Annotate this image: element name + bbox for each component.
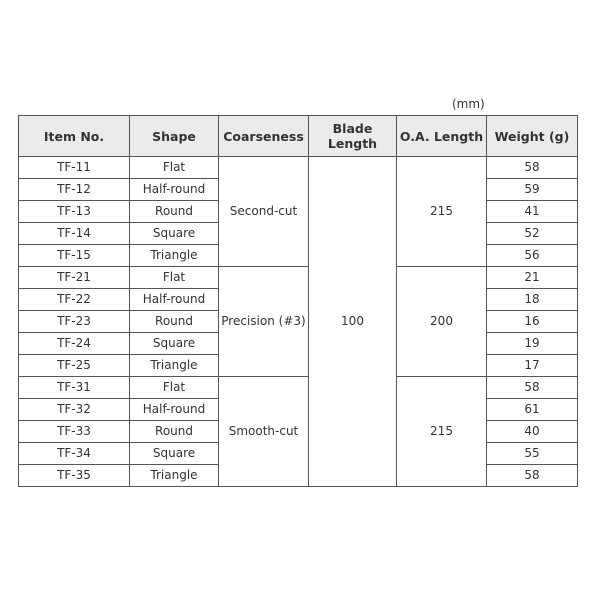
header-item-no: Item No. xyxy=(19,116,130,157)
shape-cell: Square xyxy=(130,223,219,245)
weight-cell: 58 xyxy=(487,465,578,487)
coarseness-cell: Precision (#3) xyxy=(219,267,309,377)
weight-cell: 58 xyxy=(487,157,578,179)
header-weight: Weight (g) xyxy=(487,116,578,157)
weight-cell: 40 xyxy=(487,421,578,443)
item-no-cell: TF-32 xyxy=(19,399,130,421)
weight-cell: 16 xyxy=(487,311,578,333)
item-no-cell: TF-13 xyxy=(19,201,130,223)
shape-cell: Square xyxy=(130,443,219,465)
item-no-cell: TF-33 xyxy=(19,421,130,443)
shape-cell: Flat xyxy=(130,377,219,399)
shape-cell: Round xyxy=(130,311,219,333)
shape-cell: Flat xyxy=(130,157,219,179)
item-no-cell: TF-34 xyxy=(19,443,130,465)
item-no-cell: TF-22 xyxy=(19,289,130,311)
table-row xyxy=(19,267,578,289)
weight-cell: 58 xyxy=(487,377,578,399)
unit-note: (mm) xyxy=(452,97,485,111)
weight-cell: 17 xyxy=(487,355,578,377)
weight-cell: 41 xyxy=(487,201,578,223)
shape-cell: Half-round xyxy=(130,289,219,311)
header-row xyxy=(19,116,578,157)
item-no-cell: TF-11 xyxy=(19,157,130,179)
table-row xyxy=(19,157,578,179)
oa-length-cell: 215 xyxy=(397,157,487,267)
header-blade-length-line2: Length xyxy=(327,136,378,151)
shape-cell: Flat xyxy=(130,267,219,289)
item-no-cell: TF-14 xyxy=(19,223,130,245)
shape-cell: Triangle xyxy=(130,245,219,267)
header-coarseness: Coarseness xyxy=(219,116,309,157)
oa-length-cell: 215 xyxy=(397,377,487,487)
spec-table xyxy=(18,115,578,487)
item-no-cell: TF-24 xyxy=(19,333,130,355)
shape-cell: Round xyxy=(130,201,219,223)
shape-cell: Square xyxy=(130,333,219,355)
weight-cell: 21 xyxy=(487,267,578,289)
shape-cell: Round xyxy=(130,421,219,443)
weight-cell: 52 xyxy=(487,223,578,245)
coarseness-cell: Smooth-cut xyxy=(219,377,309,487)
shape-cell: Triangle xyxy=(130,355,219,377)
item-no-cell: TF-23 xyxy=(19,311,130,333)
shape-cell: Half-round xyxy=(130,179,219,201)
shape-cell: Half-round xyxy=(130,399,219,421)
item-no-cell: TF-21 xyxy=(19,267,130,289)
item-no-cell: TF-25 xyxy=(19,355,130,377)
item-no-cell: TF-35 xyxy=(19,465,130,487)
blade-length-cell: 100 xyxy=(309,157,397,487)
item-no-cell: TF-12 xyxy=(19,179,130,201)
weight-cell: 55 xyxy=(487,443,578,465)
weight-cell: 56 xyxy=(487,245,578,267)
header-blade-length-line1: Blade xyxy=(332,121,373,136)
weight-cell: 19 xyxy=(487,333,578,355)
weight-cell: 61 xyxy=(487,399,578,421)
item-no-cell: TF-31 xyxy=(19,377,130,399)
coarseness-cell: Second-cut xyxy=(219,157,309,267)
header-blade-length xyxy=(309,116,397,157)
shape-cell: Triangle xyxy=(130,465,219,487)
header-oa-length: O.A. Length xyxy=(397,116,487,157)
item-no-cell: TF-15 xyxy=(19,245,130,267)
weight-cell: 18 xyxy=(487,289,578,311)
weight-cell: 59 xyxy=(487,179,578,201)
table-row xyxy=(19,377,578,399)
header-shape: Shape xyxy=(130,116,219,157)
oa-length-cell: 200 xyxy=(397,267,487,377)
